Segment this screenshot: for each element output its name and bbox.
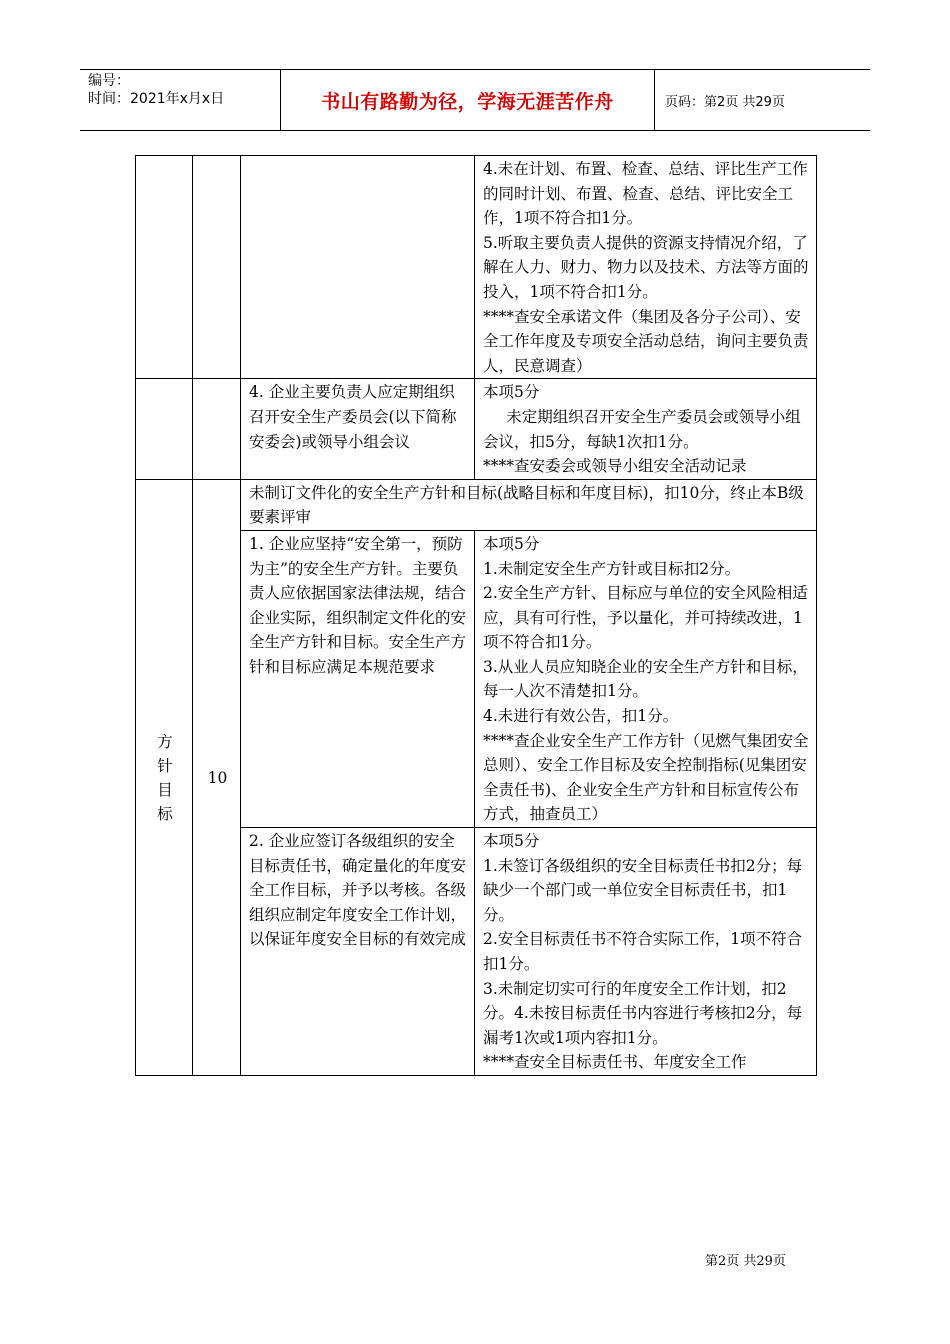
scoring-line: 4.未在计划、布置、检查、总结、评比生产工作的同时计划、布置、检查、总结、评比安全工作，1项不符合扣1分。 (483, 160, 808, 228)
scoring-line: 本项5分 (483, 534, 540, 553)
points-cell (193, 156, 241, 379)
header-motto: 书山有路勤为径，学海无涯苦作舟 (281, 70, 655, 130)
scoring-line: 1.未制定安全生产方针或目标扣2分。 (483, 559, 741, 578)
scoring-cell (475, 156, 817, 379)
scoring-line: 本项5分 (483, 832, 540, 851)
requirement-text: 4. 企业主要负责人应定期组织召开安全生产委员会(以下简称安委会)或领导小组会议 (249, 383, 457, 451)
requirement-cell (241, 156, 475, 379)
date-line: 时间：2021年x月x日 (88, 91, 225, 107)
element-points-cell (193, 479, 241, 1075)
header-page-info: 页码：第2页 共29页 (665, 94, 785, 110)
table-row (136, 379, 817, 479)
points-cell (193, 379, 241, 479)
scoring-line: ****查安全承诺文件（集团及各分子公司）、安全工作年度及专项安全活动总结，询问主要负责人，民意调查） (483, 307, 809, 375)
scoring-line: 3.从业人员应知晓企业的安全生产方针和目标，每一人次不清楚扣1分。 (483, 657, 808, 701)
scoring-line: 3.未制定切实可行的年度安全工作计划，扣2分。4.未按目标责任书内容进行考核扣2分，每漏考1次或1项内容扣1分。 (483, 979, 803, 1047)
requirement-cell (241, 379, 475, 479)
requirement-text: 2. 企业应签订各级组织的安全目标责任书，确定量化的年度安全工作目标，并予以考核。各级组织应制定年度安全工作计划，以保证年度安全目标的有效完成 (249, 832, 467, 949)
scoring-cell (475, 379, 817, 479)
element-points: 10 (207, 768, 228, 787)
scoring-line: ****查安全目标责任书、年度安全工作 (483, 1053, 747, 1072)
scoring-cell (475, 530, 817, 827)
scoring-line: 2.安全生产方针、目标应与单位的安全风险相适应，具有可行性，予以量化，并可持续改进，1项不符合扣1分。 (483, 584, 808, 652)
requirement-cell (241, 828, 475, 1076)
scoring-line: 2.安全目标责任书不符合实际工作，1项不符合扣1分。 (483, 930, 803, 973)
element-name-cell (136, 479, 193, 1075)
requirement-cell (241, 530, 475, 827)
table-row (136, 156, 817, 379)
scoring-line: ****查企业安全生产工作方针（见燃气集团安全总则）、安全工作目标及安全控制指标(见集团安全责任书)、企业安全生产方针和目标宣传公布方式，抽查员工） (483, 731, 809, 824)
scoring-line: 4.未进行有效公告，扣1分。 (483, 707, 679, 726)
scoring-line: 1.未签订各级组织的安全目标责任书扣2分；每缺少一个部门或一单位安全目标责任书，扣1分。 (483, 856, 803, 924)
overall-rule: 未制订文件化的安全生产方针和目标(战略目标和年度目标)，扣10分，终止本B级要素评审 (249, 483, 804, 527)
scoring-line: 本项5分 (483, 383, 540, 402)
requirement-text: 1. 企业应坚持“安全第一，预防为主”的安全生产方针。主要负责人应依据国家法律法规，结合企业实际，组织制定文件化的安全生产方针和目标。安全生产方针和目标应满足本规范要求 (249, 534, 467, 676)
scoring-cell (475, 828, 817, 1076)
table-row (136, 479, 817, 530)
scoring-line: ****查安委会或领导小组安全活动记录 (483, 457, 747, 476)
serial-label: 编号： (88, 73, 130, 89)
overall-rule-cell (241, 479, 817, 530)
page-footer: 第2页 共29页 (705, 1254, 786, 1269)
header-meta (80, 70, 281, 130)
element-cell (136, 379, 193, 479)
assessment-table (135, 155, 817, 1076)
scoring-line: 未定期组织召开安全生产委员会或领导小组会议，扣5分，每缺1次扣1分。 (483, 407, 801, 451)
element-name: 方针目标 (157, 732, 173, 823)
element-cell (136, 156, 193, 379)
page-header (80, 69, 870, 131)
scoring-line: 5.听取主要负责人提供的资源支持情况介绍，了解在人力、财力、物力以及技术、方法等方面的投入，1项不符合扣1分。 (483, 233, 809, 301)
